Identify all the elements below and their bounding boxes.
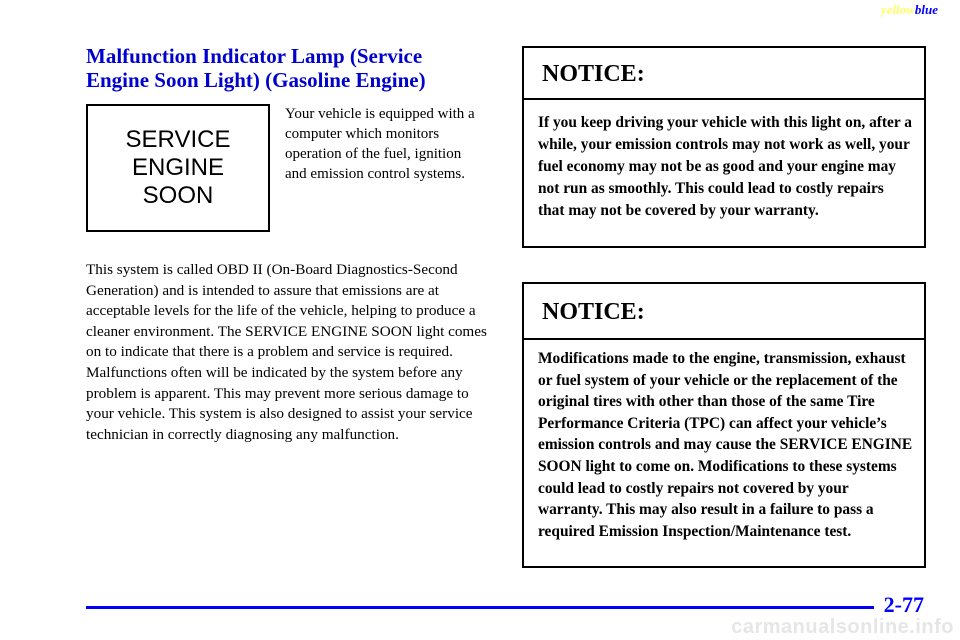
color-tag <box>881 2 938 18</box>
notice-text: If you keep driving your vehicle with this light on, after a while, your emission controls may not work as well, your fuel economy may not be as good and your engine may not run as smoothly. This could lead to costly repairs that may not be covered by your warranty. <box>538 114 912 219</box>
notice-box <box>522 46 926 248</box>
page-number: 2-77 <box>883 592 924 617</box>
body-paragraph: This system is called OBD II (On-Board Diagnostics-Second Generation) and is intended to assure that emissions are at acceptable levels for the life of the vehicle, helping to produce a cleaner environment. The SERVICE ENGINE SOON light comes on to indicate that there is a problem and service is required. Malfunctions often will be indicated by the system before any problem is apparent. This may prevent more serious damage to your vehicle. This system is also designed to assist your service technician in correctly diagnosing any malfunction. <box>86 261 487 443</box>
notice-box <box>522 282 926 568</box>
watermark: carmanualsonline.info <box>731 616 954 638</box>
notice-text: Modifications made to the engine, transmission, exhaust or fuel system of your vehicle or the replacement of the original tires with other than those of the same Tire Performance Criteria (TPC) can affect your vehicle’s emission controls and may cause the SERVICE ENGINE SOON light to come on. Modifications to these systems could lead to costly repairs not covered by your warranty. This may also result in a failure to pass a required Emission Inspection/Maintenance test. <box>538 350 913 540</box>
color-tag-blue: blue <box>914 2 938 17</box>
notice-heading: NOTICE: <box>524 48 924 100</box>
section-title: Malfunction Indicator Lamp (Service Engine Soon Light) (Gasoline Engine) <box>86 44 426 92</box>
footer-rule <box>86 606 874 609</box>
notice-heading: NOTICE: <box>524 284 924 340</box>
indicator-line-2: ENGINE <box>131 154 224 181</box>
indicator-line-3: SOON <box>142 182 214 209</box>
intro-paragraph: Your vehicle is equipped with a computer which monitors operation of the fuel, ignition and emission control systems. <box>285 106 475 182</box>
color-tag-yellow: yellow <box>880 2 915 17</box>
indicator-line-1: SERVICE <box>125 126 231 153</box>
service-engine-soon-indicator <box>86 104 270 232</box>
